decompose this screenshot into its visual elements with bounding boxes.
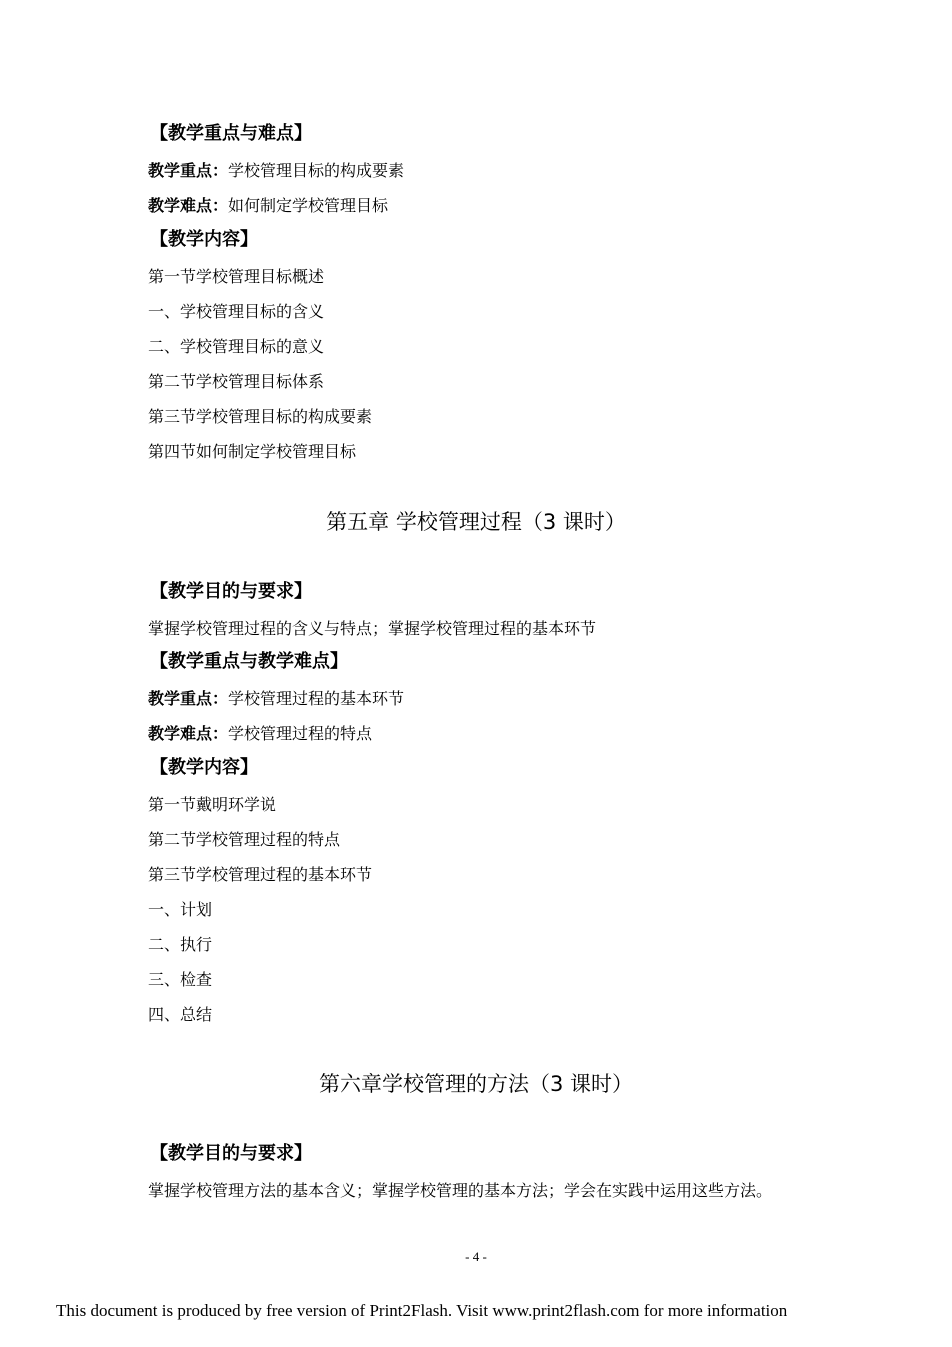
- content-item: 第二节学校管理过程的特点: [148, 830, 341, 849]
- print2flash-footer: This document is produced by free version of Print2Flash. Visit www.print2flash.com for more information: [56, 1301, 788, 1320]
- difficulty-line: [148, 196, 388, 216]
- content-item: 四、总结: [148, 1005, 213, 1024]
- focus-label: 教学重点：: [148, 161, 229, 180]
- difficulty-text: 学校管理过程的特点: [228, 724, 373, 743]
- goal-heading: 【教学目的与要求】: [150, 1143, 312, 1164]
- content-item: 第四节如何制定学校管理目标: [148, 442, 357, 461]
- difficulty-text: 如何制定学校管理目标: [228, 196, 389, 215]
- content-item: 二、执行: [148, 935, 213, 954]
- content-heading: 【教学内容】: [150, 229, 258, 250]
- focus-difficulty-heading: 【教学重点与教学难点】: [150, 651, 348, 672]
- content-item: 一、学校管理目标的含义: [148, 302, 325, 321]
- focus-text: 学校管理过程的基本环节: [228, 689, 405, 708]
- content-item: 第三节学校管理目标的构成要素: [148, 407, 373, 426]
- difficulty-label: 教学难点：: [148, 196, 229, 215]
- focus-line: [148, 689, 404, 709]
- chapter-6-title: 第六章学校管理的方法（3 课时）: [318, 1072, 634, 1096]
- content-item: 一、计划: [148, 900, 213, 919]
- content-heading: 【教学内容】: [150, 757, 258, 778]
- difficulty-label: 教学难点：: [148, 724, 229, 743]
- content-item: 第三节学校管理过程的基本环节: [148, 865, 373, 884]
- content-item: 第一节戴明环学说: [148, 795, 277, 814]
- content-item: 第二节学校管理目标体系: [148, 372, 325, 391]
- goal-text: 掌握学校管理过程的含义与特点；掌握学校管理过程的基本环节: [148, 619, 597, 638]
- focus-label: 教学重点：: [148, 689, 229, 708]
- goal-heading: 【教学目的与要求】: [150, 581, 312, 602]
- difficulty-line: [148, 724, 372, 744]
- chapter-5-title: 第五章 学校管理过程（3 课时）: [326, 510, 626, 534]
- goal-text: 掌握学校管理方法的基本含义；掌握学校管理的基本方法；学会在实践中运用这些方法。: [148, 1181, 773, 1200]
- focus-difficulty-heading: 【教学重点与难点】: [150, 123, 312, 144]
- content-item: 二、学校管理目标的意义: [148, 337, 325, 356]
- content-item: 第一节学校管理目标概述: [148, 267, 325, 286]
- content-item: 三、检查: [148, 970, 213, 989]
- focus-line: [148, 161, 404, 181]
- page-number: - 4 -: [465, 1249, 487, 1264]
- focus-text: 学校管理目标的构成要素: [228, 161, 405, 180]
